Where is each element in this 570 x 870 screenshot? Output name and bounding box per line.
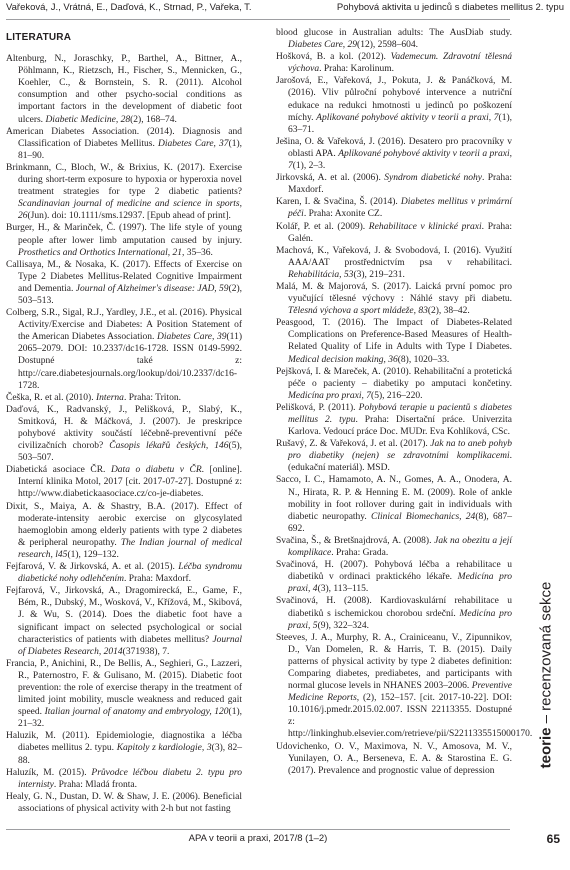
reference-italic-segment: Aplikované pohybové aktivity v teorii a praxi, 7 bbox=[288, 148, 512, 172]
reference-segment: . Praha: Triton. bbox=[123, 392, 181, 403]
reference-segment: . Praha: Karolinum. bbox=[319, 64, 395, 75]
reference-entry bbox=[276, 438, 512, 474]
reference-segment: . Praha: Axonite CZ. bbox=[303, 209, 383, 220]
reference-segment: (2), 168–74. bbox=[130, 114, 177, 125]
reference-segment: Malá, M. & Majorová, S. (2017). Laická první pomoc pro vyučující tělesné výchovy : Náhlé stavy při diabetu. bbox=[276, 281, 512, 305]
reference-italic-segment: Jak na to aneb pohyb pro diabetiky (nejen) se zdravotními komplikacemi bbox=[288, 439, 512, 462]
reference-entry bbox=[6, 464, 242, 500]
reference-segment: (8), 1020–33. bbox=[397, 354, 450, 365]
reference-italic-segment: Pohybová terapie u pacientů s diabetes mellitus 2. typu bbox=[288, 402, 512, 425]
reference-entry bbox=[6, 259, 242, 307]
reference-segment: Francia, P., Anichini, R., De Bellis, A., Seghieri, G., Lazzeri, R., Paternostro, F. & Gulisano, M. (2015). Diabetic foot prevention: the role of exercise therapy in the treatment of limited joint mobility, muscle weakness and reduced gait speed. bbox=[6, 658, 242, 718]
reference-entry bbox=[276, 51, 512, 75]
reference-segment: (11) 2065–2079. DOI: 10.2337/dc16-1728. ISSN 0149-5992. Dostupné také z: http://care.diabetesjournals.org/lookup/doi/10.2337/dc16-1728. bbox=[18, 332, 242, 391]
reference-segment: (1), 129–132. bbox=[67, 549, 119, 560]
sidebar-label-rest: – recenzovaná sekce bbox=[537, 581, 555, 728]
reference-italic-segment: Medical decision making, 36 bbox=[288, 354, 398, 365]
header-title: Pohybová aktivita u jedinců s diabetes mellitus 2. typu bbox=[336, 2, 564, 13]
reference-italic-segment: Medicína pro praxi, 5 bbox=[288, 608, 512, 631]
reference-segment: Hošková, B. a kol. (2012). bbox=[276, 52, 391, 63]
reference-segment: (5), 216–220. bbox=[371, 390, 423, 401]
reference-entry bbox=[276, 366, 512, 402]
reference-segment: Pelišková, P. (2011). bbox=[276, 402, 359, 413]
reference-segment: Steeves, J. A., Murphy, R. A., Crainiceanu, V., Zipunnikov, D., Van Domelen, R. & Harris, T. B. (2015). Daily patterns of physical activity by type 2 diabetes definition: Comparing diabetes, prediabetes, and participants with normal glucose levels in NHANES 2003–2006. bbox=[276, 632, 512, 692]
section-title: LITERATURA bbox=[6, 32, 72, 43]
reference-segment: Udovichenko, O. V., Maximova, N. V., Amosova, M. V., Yunilayen, O. A., Berseneva, E. A. & Starostina E. G. (2017). Prevalence and prognostic value of depression bbox=[276, 741, 512, 776]
reference-entry bbox=[6, 730, 242, 766]
reference-italic-segment: Jak na obezitu a její komplikace bbox=[288, 535, 512, 559]
reference-italic-segment: Syndrom diabetické nohy bbox=[384, 173, 482, 184]
reference-segment: Fejfarová, V. & Jirkovská, A. et al. (2015). bbox=[6, 562, 179, 573]
reference-entry bbox=[276, 632, 533, 741]
header-authors: Vařeková, J., Vrátná, E., Daďová, K., Strnad, P., Vařeka, T. bbox=[6, 2, 252, 13]
reference-italic-segment: Časopis lékařů českých, 146 bbox=[109, 441, 229, 452]
reference-segment: Dixit, S., Maiya, A. & Shastry, B.A. (2017). Effect of moderate-intensity aerobic exercise on glycosylated haemoglobin among elderly patients with type 2 diabetes & peripheral neuropathy. bbox=[6, 501, 242, 548]
sidebar-label-bold: teorie bbox=[537, 727, 555, 769]
reference-italic-segment: Diabetic Medicine, 28 bbox=[45, 114, 131, 125]
reference-entry bbox=[276, 196, 512, 220]
reference-italic-segment: Aplikované pohybové aktivity v teorii a praxi, 7 bbox=[316, 112, 499, 123]
reference-segment: (3), 113–115. bbox=[317, 584, 369, 595]
reference-segment: . Praha: Maxdorf. bbox=[288, 173, 512, 196]
reference-entry bbox=[6, 222, 242, 258]
reference-italic-segment: Léčba syndromu diabetické nohy odlehčením bbox=[18, 562, 242, 585]
reference-italic-segment: Italian journal of anatomy and embryology, 120 bbox=[44, 707, 229, 718]
reference-entry bbox=[6, 561, 242, 585]
reference-segment: Pejšková, I. & Mareček, A. (2010). Rehabilitační a protetická péče o pacienty – diabetiky po amputaci končetiny. bbox=[276, 366, 512, 389]
reference-segment: . Praha: Maxdorf. bbox=[124, 574, 192, 585]
reference-segment: Jarošová, E., Vařeková, J., Pokuta, J. & Panáčková, M. (2016). Vliv půlroční pohybové intervence a nutriční edukace na redukci hmotnosti u jedinců po poškození míchy. bbox=[276, 76, 512, 123]
reference-entry bbox=[6, 501, 242, 561]
reference-entry bbox=[6, 791, 242, 815]
reference-segment: Diabetická asociace ČR. bbox=[6, 465, 111, 476]
reference-italic-segment: Interna bbox=[95, 392, 124, 403]
reference-italic-segment: Rehabilitácia, 53 bbox=[288, 269, 354, 280]
section-sidebar bbox=[526, 540, 566, 810]
footer-rule bbox=[6, 829, 510, 830]
reference-entry bbox=[276, 317, 512, 365]
reference-segment: (1), 63–71. bbox=[288, 112, 512, 135]
reference-entry bbox=[276, 245, 512, 281]
reference-italic-segment: Diabetes Care, 37 bbox=[157, 138, 229, 149]
reference-entry bbox=[276, 281, 512, 317]
reference-segment: Svačinová, H. (2007). Pohybová léčba a rehabilitace u diabetiků v ordinaci praktického lékaře. bbox=[276, 560, 512, 583]
reference-italic-segment: Diabetes mellitus v primární péči bbox=[288, 197, 512, 220]
reference-segment: . Praha: Mladá fronta. bbox=[53, 779, 137, 790]
reference-italic-segment: Průvodce léčbou diabetu 2. typu pro internisty bbox=[18, 767, 242, 790]
reference-segment: (2), 38–42. bbox=[427, 306, 470, 317]
reference-entry bbox=[6, 658, 242, 731]
reference-italic-segment: Clinical Biomechanics, 24 bbox=[371, 511, 476, 522]
reference-italic-segment: Scandinavian journal of medicine and science in sports, 26 bbox=[18, 199, 242, 222]
reference-entry bbox=[276, 402, 512, 438]
reference-segment: (1), 21–32. bbox=[18, 707, 242, 730]
reference-segment: Češka, R. et al. (2010). bbox=[6, 392, 96, 403]
reference-entry bbox=[276, 75, 512, 135]
reference-segment: (3), 219–231. bbox=[353, 269, 405, 280]
reference-entry bbox=[276, 172, 512, 196]
header-rule bbox=[6, 19, 510, 20]
reference-italic-segment: Preventive Medicine Reports bbox=[288, 681, 512, 704]
reference-entry bbox=[276, 595, 512, 631]
reference-segment: Brinkmann, C., Bloch, W., & Brixius, K. (2017). Exercise during short-term exposure to hypoxia or hyperoxia novel treatment strategies for type 2 diabetic patients? bbox=[6, 162, 242, 198]
reference-segment: Svačina, Š., & Bretšnajdrová, A. (2008). bbox=[276, 535, 435, 546]
reference-segment: . [online]. Interní klinika Motol, 2017 [cit. 2017-07-27]. Dostupné z: http://www.diabetickaasociace.cz/co-je-diabetes. bbox=[18, 465, 242, 500]
reference-italic-segment: Rehabilitace v klinické praxi bbox=[368, 221, 482, 232]
reference-italic-segment: Diabetes Care, 39 bbox=[156, 332, 227, 343]
reference-segment: (9), 322–324. bbox=[317, 620, 370, 631]
reference-italic-segment: Kapitoly z kardiologie, 3 bbox=[116, 743, 212, 754]
reference-segment: . Praha: Galén. bbox=[288, 221, 512, 244]
reference-entry bbox=[6, 767, 242, 791]
reference-segment: Altenburg, N., Joraschky, P., Barthel, A., Bittner, A., Pöhlmann, K., Rietzsch, H., Fischer, S., Mennicken, G., Koehler, C., & Bornstein, S. R. (2011). Alcohol consumption and other psycho-social conditions as important factors in the development of diabetic foot ulcers. bbox=[6, 54, 242, 125]
reference-italic-segment: Prosthetics and Orthotics International, 21 bbox=[18, 247, 183, 258]
reference-segment: Haluzík, M. (2015). bbox=[6, 767, 92, 778]
reference-entry bbox=[6, 126, 242, 162]
reference-italic-segment: Medicína pro praxi, 7 bbox=[288, 390, 372, 401]
reference-list-right bbox=[276, 27, 533, 777]
reference-segment: Peasgood, T. (2016). The Impact of Diabetes-Related Complications on Preference-Based Measures of Health-Related Quality of Life in Adults with Type I Diabetes. bbox=[276, 318, 512, 353]
reference-segment: (8), 687–692. bbox=[288, 511, 513, 534]
reference-entry bbox=[276, 27, 512, 51]
reference-entry bbox=[276, 221, 512, 245]
reference-segment: Healy, G. N., Dustan, D. W. & Shaw, J. E. (2006). Beneficial associations of physical activity with 2-h but not fasting bbox=[6, 791, 242, 814]
footer-journal: APA v teorii a praxi, 2017/8 (1–2) bbox=[188, 833, 328, 844]
reference-segment: blood glucose in Australian adults: The AusDiab study. bbox=[276, 28, 512, 38]
reference-segment: (5), 503–507. bbox=[18, 441, 242, 464]
reference-italic-segment: Medicína pro praxi, 4 bbox=[288, 572, 512, 595]
reference-italic-segment: Journal of Diabetes Research, 2014 bbox=[18, 634, 242, 657]
running-header bbox=[6, 2, 564, 18]
reference-entry bbox=[6, 162, 242, 222]
left-column bbox=[6, 26, 242, 815]
reference-entry bbox=[6, 307, 242, 392]
reference-segment: Rušavý, Z. & Vařeková, J. et al. (2017). bbox=[276, 439, 431, 450]
reference-segment: Jirkovská, A. et al. (2006). bbox=[276, 173, 385, 184]
reference-italic-segment: Vademecum. Zdravotní tělesná výchova bbox=[288, 52, 512, 75]
reference-italic-segment: The Indian journal of medical research, l45 bbox=[18, 537, 242, 560]
reference-segment: Kolář, P. et al. (2009). bbox=[276, 221, 369, 232]
reference-segment: (3), 82–88. bbox=[18, 743, 243, 766]
reference-italic-segment: Data o diabetu v ČR bbox=[110, 465, 202, 476]
reference-entry bbox=[276, 535, 512, 559]
reference-segment: (2), 503–513. bbox=[18, 283, 243, 306]
reference-segment: (1), 81–90. bbox=[18, 138, 243, 161]
reference-segment: Daďová, K., Radvanský, J., Pelišková, P., Slabý, K., Smitková, H. & Máčková, J. (2007). Je preskripce pohybové aktivity součástí léčebně-preventivní péče civilizačních chorob? bbox=[6, 404, 242, 452]
reference-segment: Colberg, S.R., Sigal, R.J., Yardley, J.E., et al. (2016). Physical Activity/Exercise and Diabetes: A Position Statement of the American Diabetes Association. bbox=[6, 308, 242, 343]
reference-segment: Svačinová, H. (2008). Kardiovaskulární rehabilitace u diabetiků s ischemickou chorobou srdeční. bbox=[276, 596, 512, 619]
reference-list-left bbox=[6, 53, 242, 815]
reference-italic-segment: Tělesná výchova a sport mládeže, 83 bbox=[288, 306, 428, 317]
reference-segment: Burger, H., & Marinček, Č. (1997). The life style of young people after lower limb amputation caused by injury. bbox=[6, 223, 242, 246]
reference-entry bbox=[6, 392, 242, 404]
reference-segment: . Praha: Grada. bbox=[331, 548, 389, 559]
reference-segment: Sacco, I. C., Hamamoto, A. N., Gomes, A. A., Onodera, A. N., Hirata, R. P. & Henning E. M. (2009). Role of ankle mobility in foot rollover during gait in individuals with diabetic neuropathy. bbox=[276, 475, 512, 522]
reference-segment: Haluzik, M. (2011). Epidemiologie, diagnostika a léčba diabetes mellitus 2. typu. bbox=[6, 731, 242, 754]
reference-entry bbox=[276, 741, 512, 777]
reference-segment: Fejfarová, V., Jirkovská, A., Dragomirecká, E., Game, F., Bém, R., Dubský, M., Wosková, V., Křížová, M., Skibová, J. & Wu, S. (2014). Does the diabetic foot have a significant impact on selected psychological or social characteristics of patients with diabetes mellitus? bbox=[6, 586, 242, 645]
right-column bbox=[276, 27, 533, 777]
reference-segment: (12), 2598–604. bbox=[357, 40, 418, 51]
reference-entry bbox=[276, 474, 512, 534]
reference-segment: Machová, K., Vařeková, J. & Svobodová, I. (2016). Využití AAA/AAT prostřednictvím psa v rehabilitaci. bbox=[276, 245, 512, 268]
reference-entry bbox=[276, 559, 512, 595]
reference-segment: Ješina, O. & Vařeková, J. (2016). Desatero pro pracovníky v oblasti APA. bbox=[276, 136, 512, 159]
reference-segment: Callisaya, M., & Nosaka, K. (2017). Effects of Exercise on Type 2 Diabetes Mellitus-Related Cognitive Impairment and Dementia. bbox=[6, 259, 242, 294]
reference-segment: Karen, I. & Svačina, Š. (2014). bbox=[276, 197, 401, 208]
reference-segment: (371938), 7. bbox=[122, 646, 170, 657]
reference-segment: . (edukační materiál). MSD. bbox=[288, 451, 512, 474]
reference-segment: , 35–36. bbox=[182, 247, 213, 258]
reference-entry bbox=[6, 404, 242, 464]
reference-entry bbox=[6, 53, 242, 126]
page-number: 65 bbox=[546, 832, 560, 846]
reference-segment: (1), 2–3. bbox=[292, 161, 326, 172]
reference-entry bbox=[276, 136, 512, 172]
reference-segment: . Praha: Disertační práce. Univerzita Karlova. Vedoucí práce Doc. MUDr. Eva Kohlíková, CSc. bbox=[288, 415, 512, 438]
reference-segment: , (2), 152–157. [cit. 2017-10-22]. DOI: 10.1016/j.pmedr.2015.02.007. ISSN 22113355. Dostupné z: http://linkinghub.elsevier.com/retrieve/pii/S2211335515000170. bbox=[288, 693, 533, 740]
reference-italic-segment: Journal of Alzheimer's disease: JAD, 59 bbox=[75, 283, 229, 294]
reference-segment: American Diabetes Association. (2014). Diagnosis and Classification of Diabetes Mellitus. bbox=[6, 126, 242, 149]
reference-segment: (Jun). doi: 10.1111/sms.12937. [Epub ahead of print]. bbox=[27, 211, 231, 222]
sidebar-label bbox=[538, 582, 555, 769]
reference-entry bbox=[6, 585, 242, 658]
reference-italic-segment: Diabetes Care, 29 bbox=[288, 40, 358, 51]
